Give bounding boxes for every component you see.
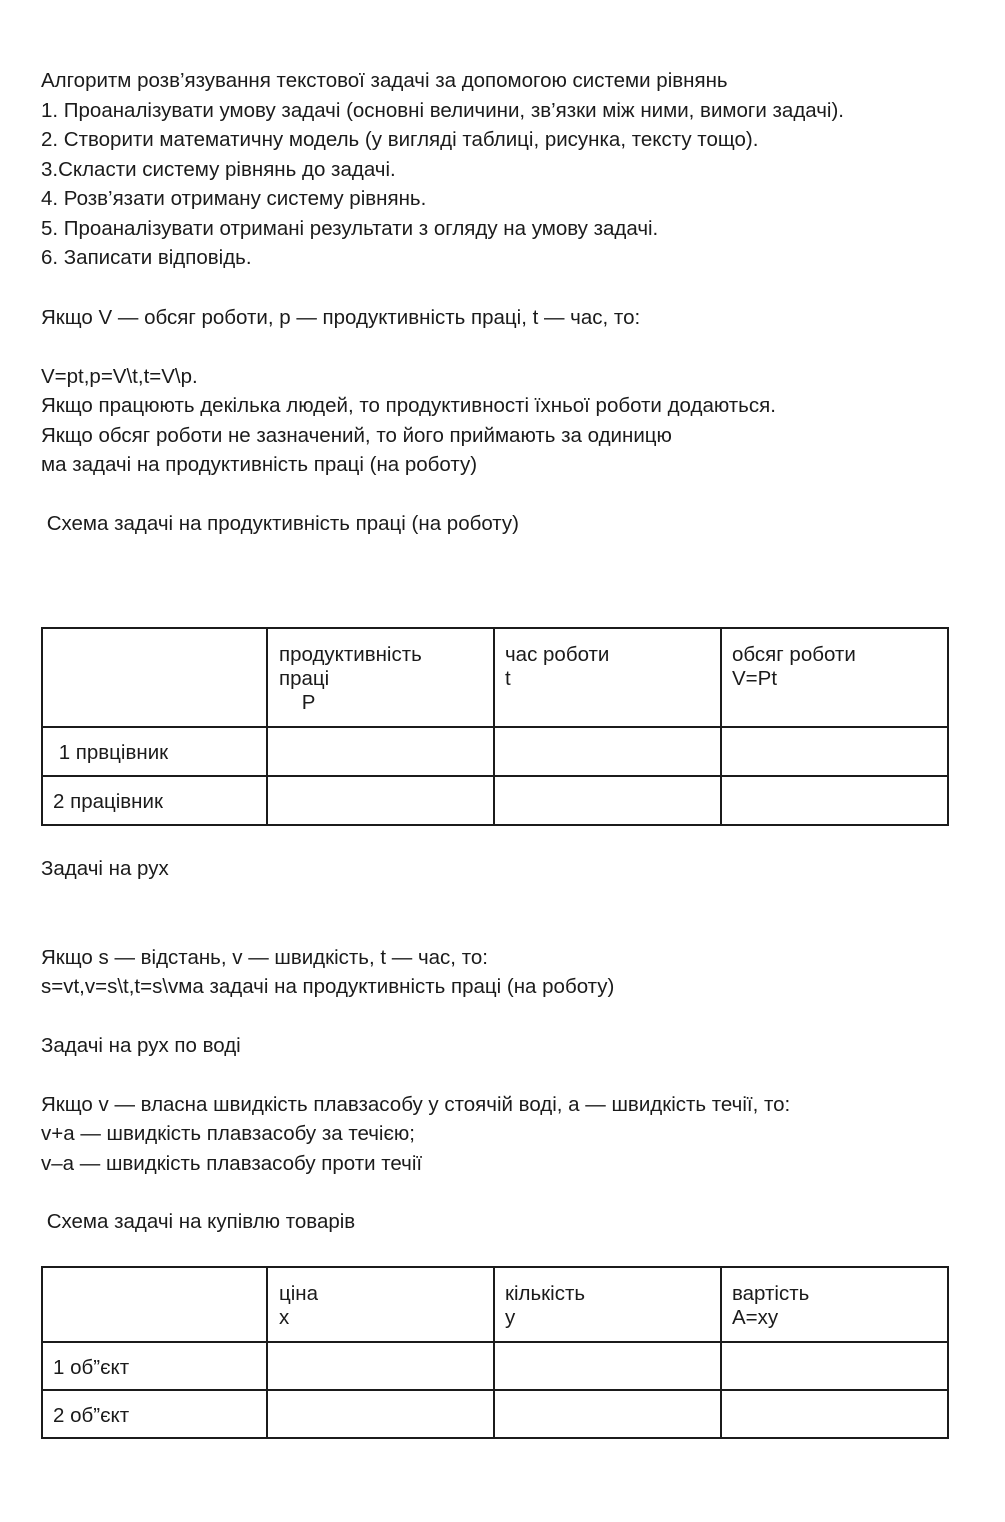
header-line: x: [279, 1306, 290, 1329]
header-time: [494, 628, 721, 727]
algorithm-step: 1. Проаналізувати умову задачі (основні величини, зв’язки між ними, вимоги задачі).: [41, 99, 844, 122]
table-cell: [42, 1267, 267, 1342]
work-intro: Якщо V — обсяг роботи, p — продуктивність праці, t — час, то:: [41, 306, 641, 329]
header-line: Р: [279, 691, 316, 714]
motion-intro: Якщо s — відстань, v — швидкість, t — час, то:: [41, 946, 488, 969]
algorithm-step: 4. Розв’язати отриману систему рівнянь.: [41, 187, 427, 210]
header-price: [267, 1267, 494, 1342]
algorithm-title: Алгоритм розв’язування текстової задачі за допомогою системи рівнянь: [41, 69, 728, 92]
row-label: 2 працівник: [42, 776, 267, 825]
purchase-scheme-title: Схема задачі на купівлю товарів: [41, 1210, 356, 1233]
table-cell: [267, 1342, 494, 1390]
algorithm-step: 2. Створити математичну модель (у вигляді таблиці, рисунка, тексту тощо).: [41, 128, 759, 151]
row-label: 1 об”єкт: [42, 1342, 267, 1390]
table-cell: [494, 727, 721, 776]
work-scheme-table: [41, 627, 949, 826]
algorithm-step: 3.Скласти систему рівнянь до задачі.: [41, 158, 396, 181]
water-intro: Якщо v — власна швидкість плавзасобу у стоячій воді, a — швидкість течії, то:: [41, 1093, 791, 1116]
header-quantity: [494, 1267, 721, 1342]
table-header-row: [42, 628, 948, 727]
header-line: праці: [279, 667, 330, 690]
header-line: ціна: [279, 1282, 319, 1305]
header-line: кількість: [505, 1282, 586, 1305]
header-volume: [721, 628, 948, 727]
header-productivity: [267, 628, 494, 727]
work-note: Якщо працюють декілька людей, то продуктивності їхньої роботи додаються.: [41, 394, 776, 417]
header-line: обсяг роботи: [732, 643, 856, 666]
work-formula: V=pt,p=V\t,t=V\p.: [41, 365, 198, 388]
row-label: 1 првцівник: [42, 727, 267, 776]
motion-formula: s=vt,v=s\t,t=s\vма задачі на продуктивність праці (на роботу): [41, 975, 615, 998]
table-row: [42, 727, 948, 776]
header-line: А=ху: [732, 1306, 779, 1329]
algorithm-step: 6. Записати відповідь.: [41, 246, 252, 269]
table-cell: [494, 1342, 721, 1390]
table-cell: [267, 776, 494, 825]
table-cell: [721, 727, 948, 776]
header-line: час роботи: [505, 643, 610, 666]
work-note: ма задачі на продуктивність праці (на роботу): [41, 453, 478, 476]
work-note: Якщо обсяг роботи не зазначений, то його приймають за одиницю: [41, 424, 672, 447]
table-cell: [494, 776, 721, 825]
table-cell: [721, 1390, 948, 1438]
header-line: вартість: [732, 1282, 810, 1305]
table-cell: [267, 727, 494, 776]
motion-title: Задачі на рух: [41, 857, 169, 880]
table-header-row: [42, 1267, 948, 1342]
purchase-scheme-table: [41, 1266, 949, 1439]
water-upstream: v–a — швидкість плавзасобу проти течії: [41, 1152, 423, 1175]
header-line: t: [505, 667, 511, 690]
header-line: у: [505, 1306, 516, 1329]
table-cell: [494, 1390, 721, 1438]
row-label: 2 об”єкт: [42, 1390, 267, 1438]
water-downstream: v+a — швидкість плавзасобу за течією;: [41, 1122, 415, 1145]
table-cell: [721, 776, 948, 825]
table-cell: [721, 1342, 948, 1390]
header-cost: [721, 1267, 948, 1342]
algorithm-step: 5. Проаналізувати отримані результати з огляду на умову задачі.: [41, 217, 659, 240]
header-line: V=Pt: [732, 667, 778, 690]
table-row: [42, 776, 948, 825]
work-scheme-title: Схема задачі на продуктивність праці (на роботу): [41, 512, 519, 535]
water-title: Задачі на рух по воді: [41, 1034, 241, 1057]
header-line: продуктивність: [279, 643, 422, 666]
table-row: [42, 1342, 948, 1390]
table-cell: [42, 628, 267, 727]
table-cell: [267, 1390, 494, 1438]
table-row: [42, 1390, 948, 1438]
